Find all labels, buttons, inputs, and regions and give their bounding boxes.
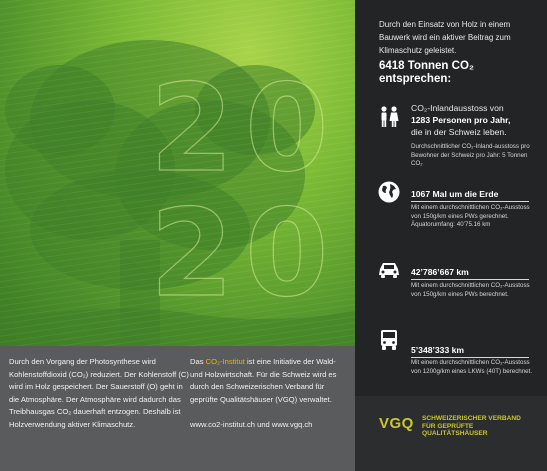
institute-name: CO₂-Institut (205, 357, 245, 366)
outline-digit: 0 (245, 60, 329, 199)
outline-digit: 0 (245, 185, 329, 324)
outline-digit: 2 (150, 60, 234, 199)
globe-note: Mit einem durchschnittlichen CO₂-Ausstoss von 150g/km eines PWs gerechnet. Äquatorumfang: 40’75.16 km (411, 204, 530, 229)
institute-pre: Das (190, 357, 206, 366)
fact-truck (355, 328, 547, 388)
headline (379, 60, 539, 86)
headline-line1: 6418 Tonnen CO₂ (379, 60, 474, 72)
people-note: Durchschnittlicher CO₂-Inland-ausstoss pro Bewohner der Schweiz pro Jahr: 5 Tonnen CO₂ (411, 143, 530, 168)
truck-distance: 5’348’333 km (411, 345, 465, 355)
headline-line2: entsprechen: (379, 73, 452, 85)
people-icon (377, 105, 401, 129)
institute-post: ist eine Initiative der Wald- und Holzwirtschaft. Für die Schweiz wird es durch den Schweizerischen Verband für geprüfte Qualitätshäuser (VGQ) verwaltet. (190, 357, 337, 404)
people-line1: CO₂-Inlandausstoss von (411, 103, 504, 113)
divider (411, 279, 529, 280)
truck-icon (377, 328, 401, 352)
car-distance: 42’786’667 km (411, 267, 469, 277)
people-count: 1283 Personen pro Jahr, (411, 115, 511, 125)
vgq-branding (355, 396, 547, 471)
truck-note: Mit einem durchschnittlichen CO₂-Ausstoss von 1200g/km eines LKWs (40T) berechnet. (411, 359, 533, 375)
institute-text (190, 356, 350, 432)
tree-background-image (0, 0, 355, 346)
globe-icon (377, 180, 401, 204)
fact-car (355, 258, 547, 308)
footer-info (0, 346, 355, 471)
people-bold-wrap (411, 114, 510, 126)
truck-bold-wrap (411, 344, 464, 356)
fact-people (355, 102, 547, 172)
website-links[interactable]: www.co2-institut.ch und www.vgq.ch (190, 419, 313, 429)
vgq-logo: VGQ (379, 415, 414, 432)
divider (411, 357, 529, 358)
car-icon (377, 258, 401, 282)
globe-count: 1067 Mal um die Erde (411, 189, 499, 199)
fact-globe (355, 180, 547, 240)
intro-text: Durch den Einsatz von Holz in einem Bauwerk wird ein aktiver Beitrag zum Klimaschutz geleistet. (379, 20, 511, 55)
outline-digit: 2 (150, 185, 234, 324)
tree-silhouette (0, 0, 355, 346)
facts-panel (355, 0, 547, 396)
car-bold-wrap (411, 266, 469, 278)
people-line3: die in der Schweiz leben. (411, 127, 507, 137)
car-note: Mit einem durchschnittlichen CO₂-Ausstoss von 150g/km eines PWs berechnet. (411, 282, 530, 298)
vgq-association-name: SCHWEIZERISCHER VERBAND FÜR GEPRÜFTE QUALITÄTSHÄUSER (422, 415, 521, 438)
divider (411, 201, 529, 202)
photosynthesis-text: Durch den Vorgang der Photosynthese wird Kohlenstoffdioxid (CO₂) reduziert. Der Kohlenstoff (C) wird im Holz gespeichert. Der Sauerstoff (O) geht in die Atmosphäre. Der Atmosphäre wird dadurch das Treibhausgas CO₂ dauerhaft entzogen. Deshalb ist Holzverwendung aktiver Klimaschutz. (9, 357, 189, 429)
globe-bold-wrap (411, 188, 498, 200)
